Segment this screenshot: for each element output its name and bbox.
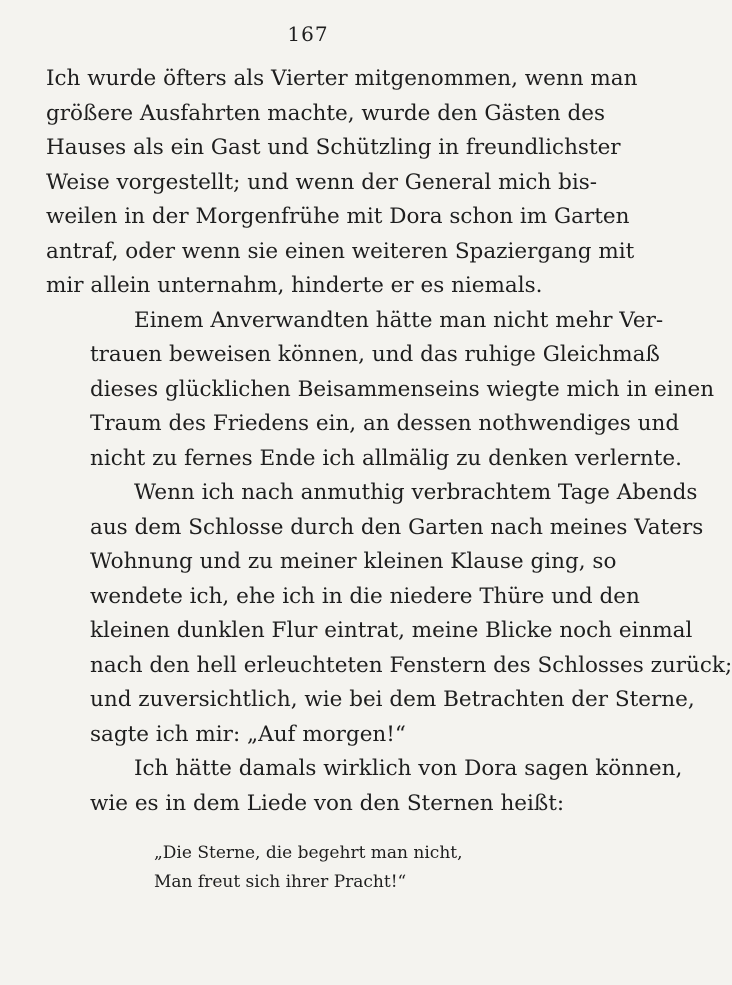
page-number: 167 [287,22,329,46]
text-line: Hauses als ein Gast und Schützling in freundlichster [46,135,621,160]
paragraph-3 [46,476,732,752]
text-line: und zuversichtlich, wie bei dem Betrachten der Sterne, [90,687,695,712]
text-line: aus dem Schlosse durch den Garten nach meines Vaters [90,514,704,540]
paragraph-2 [46,304,715,477]
text-line: weilen in der Morgenfrühe mit Dora schon im Garten [46,204,630,229]
text-line: mir allein unternahm, hinderte er es niemals. [46,273,543,298]
text-line: wendete ich, ehe ich in die niedere Thüre und den [90,583,640,609]
body-text [46,62,732,821]
text-line: größere Ausfahrten machte, wurde den Gästen des [46,100,605,126]
text-line: Wenn ich nach anmuthig verbrachtem Tage Abends [134,480,698,505]
verse-line: „Die Sterne, die begehrt man nicht, [154,843,463,863]
text-line: Ich hätte damals wirklich von Dora sagen können, [134,756,683,781]
text-line: Ich wurde öfters als Vierter mitgenommen, wenn man [46,66,638,91]
text-line: sagte ich mir: „Auf morgen!“ [90,721,406,747]
text-line: kleinen dunklen Flur eintrat, meine Blicke noch einmal [90,618,693,643]
text-line: Einem Anverwandten hätte man nicht mehr Ver- [134,307,664,333]
text-line: Wohnung und zu meiner kleinen Klause ging, so [90,549,617,574]
text-line: antraf, oder wenn sie einen weiteren Spaziergang mit [46,238,635,264]
text-line: nach den hell erleuchteten Fenstern des Schlosses zurück; [90,652,732,678]
verse-quote [46,839,570,897]
paragraph-4 [46,752,683,821]
text-line: Traum des Friedens ein, an dessen nothwendiges und [90,411,680,436]
text-line: dieses glücklichen Beisammenseins wiegte mich in einen [90,376,715,402]
text-line: nicht zu fernes Ende ich allmälig zu denken verlernte. [90,445,682,471]
verse-line: Man freut sich ihrer Pracht!“ [154,872,407,892]
text-line: trauen beweisen können, und das ruhige Gleichmaß [90,342,660,367]
paragraph-1 [46,62,638,304]
text-line: Weise vorgestellt; und wenn der General mich bis- [46,169,598,195]
text-line: wie es in dem Liede von den Sternen heißt: [90,790,565,816]
